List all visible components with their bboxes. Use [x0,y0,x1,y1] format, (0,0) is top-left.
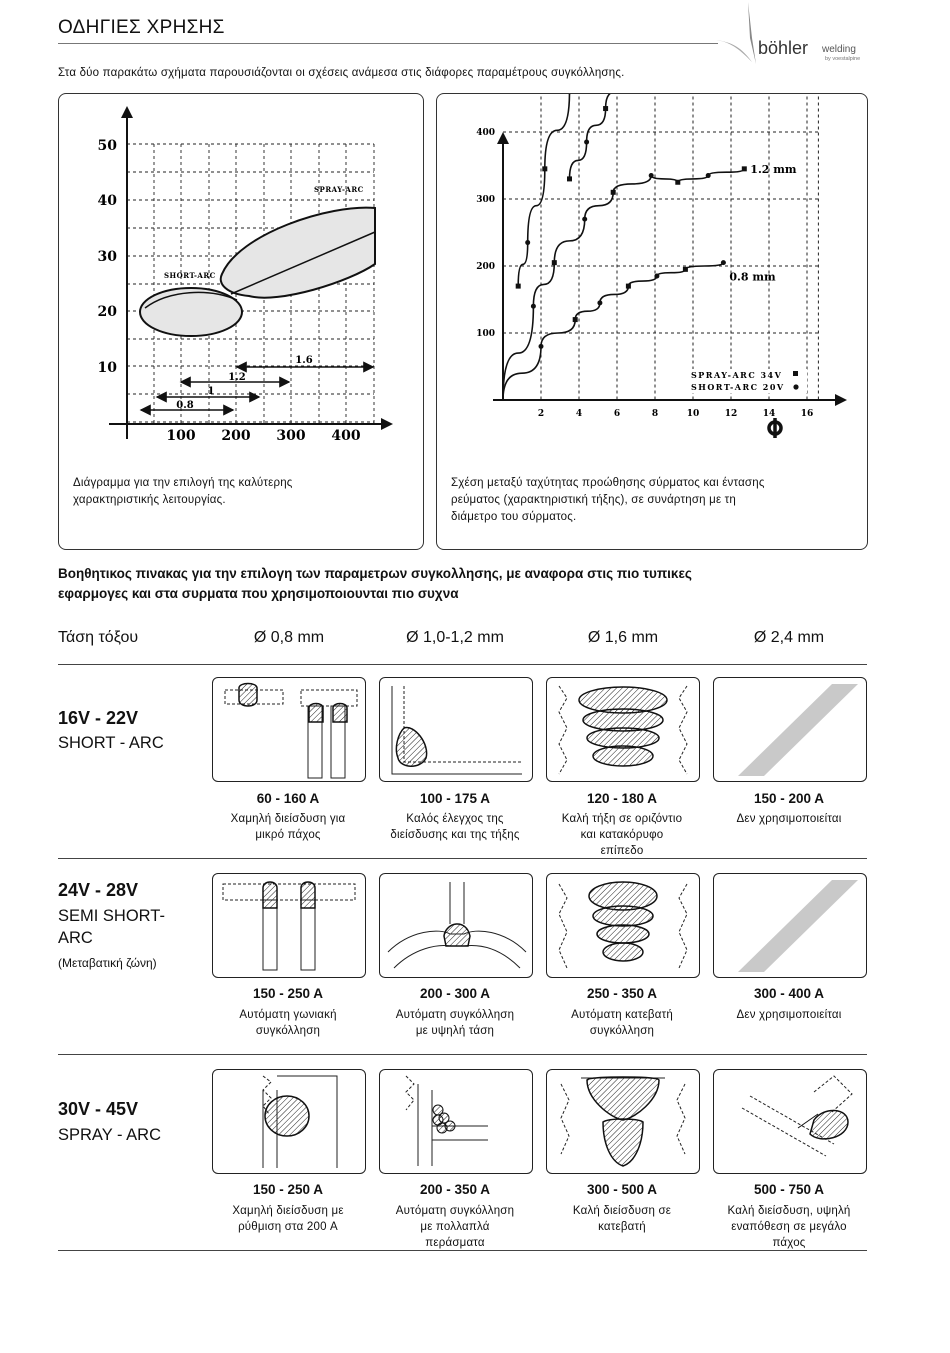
cell-amp: 250 - 350 A [586,986,658,1001]
data-point [597,300,602,305]
brand-suffix: welding [822,44,856,55]
table-rule [58,858,867,859]
col-header-1-0-1-2: Ø 1,0-1,2 mm [406,629,504,646]
right-grid [503,94,818,400]
col-header-2-4: Ø 2,4 mm [753,629,825,646]
data-point [542,166,547,171]
page-title: ΟΔΗΓΙΕΣ ΧΡΗΣΗΣ [58,17,225,38]
data-point [531,304,536,309]
x-tick-label: 14 [762,409,776,419]
weld-cell-semi-1-6 [546,873,700,978]
data-point [611,190,616,195]
caption-line: Διάγραμμα για την επιλογή της καλύτερης [73,477,293,489]
cell-amp: 200 - 300 A [419,986,491,1001]
series-line [570,94,694,179]
weld-cell-spray-0-8 [212,1069,366,1174]
cell-desc: Καλή διείσδυση σε κατεβατή [572,1205,672,1233]
col-header-0-8: Ø 0,8 mm [253,629,325,646]
data-point [742,166,747,171]
melting-characteristic-chart [437,94,867,454]
cell-amp: 100 - 175 A [419,791,491,806]
diameter-symbol-icon [769,418,781,438]
series-label: 0.8 mm [729,270,776,284]
row-voltage: 16V - 22V [58,708,139,728]
data-point [573,317,578,322]
wire-label: 1 [207,386,215,397]
short-arc-label: SHORT-ARC [164,271,216,280]
caption-line: Σχέση μεταξύ ταχύτητας προώθησης σύρματος και έντασης [451,477,765,489]
brand-logo [712,2,872,64]
legend-square-marker [793,371,798,376]
right-chart-panel [436,93,868,550]
data-point [626,284,631,289]
cell-amp: 300 - 500 A [586,1182,658,1197]
y-tick-label: 300 [476,195,495,205]
legend-spray: SPRAY-ARC 34V [691,370,783,380]
caption-line: διάμετρο του σύρματος. [451,511,577,523]
brand-tagline: by voestalpine [825,56,861,62]
not-used-slash-icon [738,684,858,776]
caption-line: χαρακτηριστικής λειτουργίας. [73,494,226,506]
not-used-slash-icon [738,880,858,972]
cell-desc: Αυτόματη συγκόλληση με υψηλή τάση [395,1009,515,1037]
x-tick-label: 8 [651,409,659,419]
cell-desc: Καλός έλεγχος της διείσδυσης και της τήξης [390,813,520,841]
short-arc-region [140,288,242,336]
cell-desc: Καλή τήξη σε οριζόντιο και κατακόρυφο επίπεδο [561,813,683,857]
legend-short: SHORT-ARC 20V [691,382,785,392]
brand-name: böhler [758,38,809,58]
data-point [584,140,589,145]
left-y-tick: 20 [97,304,117,320]
weld-cell-spray-1-6 [546,1069,700,1174]
row-voltage: 24V - 28V [58,880,139,900]
cell-amp: 120 - 180 A [586,791,658,806]
spray-arc-label: SPRAY-ARC [314,185,364,194]
intro-text: Στα δύο παρακάτω σχήματα παρουσιάζονται οι σχέσεις ανάμεσα στις διάφορες παραμέτρους συγκόλλησης. [58,67,625,79]
caption-line: ρεύματος (χαρακτηριστική τήξης), σε συνάρτηση με τη [451,494,737,506]
weld-cell-short-1-6 [546,677,700,782]
legend-circle-marker [793,384,798,389]
left-x-tick: 100 [166,428,196,444]
left-y-tick: 10 [97,360,117,376]
left-x-tick: 300 [276,428,306,444]
right-chart-caption [451,475,851,526]
cell-desc: Δεν χρησιμοποιείται [736,1009,842,1021]
data-point [567,176,572,181]
cell-amp: 200 - 350 A [419,1182,491,1197]
col-header-1-6: Ø 1,6 mm [587,629,659,646]
weld-cell-short-2-4 [713,677,867,782]
cell-amp: 300 - 400 A [753,986,825,1001]
wire-label: 0.8 [176,400,194,411]
col-header-voltage: Τάση τόξου [58,629,139,646]
arc-mode-diagram [59,94,423,454]
y-tick-label: 200 [476,262,495,272]
cell-desc: Χαμηλή διείσδυση για μικρό πάχος [230,813,346,841]
heading-line: Βοηθητικος πινακας για την επιλογη των παραμετρων συγκολλησης, με αναφορα στις πιο τυπικες [58,566,692,581]
table-rule [58,664,867,665]
data-point [675,180,680,185]
table-heading [58,564,858,604]
row-zone: (Μεταβατική ζώνη) [58,956,157,970]
x-tick-label: 4 [575,409,583,419]
data-point [654,274,659,279]
data-point [683,267,688,272]
data-point [539,344,544,349]
data-point [552,260,557,265]
x-tick-label: 16 [800,409,814,419]
left-chart-panel [58,93,424,550]
cell-amp: 150 - 250 A [252,986,324,1001]
cell-desc: Αυτόματη γωνιακή συγκόλληση [239,1009,337,1037]
cell-desc: Καλή διείσδυση, υψηλή εναπόθεση σε μεγάλο πάχος [727,1205,851,1249]
left-y-tick: 30 [97,249,117,265]
cell-amp: 150 - 200 A [753,791,825,806]
wire-label: 1.6 [295,355,313,366]
data-point [525,240,530,245]
title-rule [58,43,718,44]
cell-amp: 500 - 750 A [753,1182,825,1197]
x-tick-label: 12 [724,409,738,419]
row-mode: SHORT - ARC [58,734,164,752]
cell-desc: Αυτόματη συγκόλληση με πολλαπλά περάσματα [395,1205,515,1249]
left-chart-caption [73,475,403,509]
wire-label: 1.2 [228,372,246,383]
row-mode: SPRAY - ARC [58,1126,162,1144]
x-tick-label: 10 [686,409,700,419]
data-point [603,106,608,111]
x-tick-label: 2 [537,409,545,419]
weld-cell-spray-2-4 [713,1069,867,1174]
data-point [649,173,654,178]
weld-cell-semi-2-4 [713,873,867,978]
data-point [721,260,726,265]
data-point [706,173,711,178]
weld-cell-short-1-0-1-2 [379,677,533,782]
series-label: 1.2 mm [750,162,797,176]
cell-desc: Χαμηλή διείσδυση με ρύθμιση στα 200 A [232,1205,344,1233]
weld-cell-semi-0-8 [212,873,366,978]
cell-amp: 150 - 250 A [252,1182,324,1197]
left-x-tick: 400 [331,428,361,444]
cell-desc: Αυτόματη κατεβατή συγκόλληση [571,1009,673,1037]
y-tick-label: 100 [476,329,495,339]
weld-cell-semi-1-0-1-2 [379,873,533,978]
cell-amp: 60 - 160 A [256,791,320,806]
row-voltage: 30V - 45V [58,1099,139,1119]
weld-cell-short-0-8 [212,677,366,782]
cell-desc: Δεν χρησιμοποιείται [736,813,842,825]
table-rule [58,1054,867,1055]
weld-cell-spray-1-0-1-2 [379,1069,533,1174]
heading-line: εφαρμογες και στα συρματα που χρησιμοποιουνται πιο συχνα [58,586,459,601]
data-point [516,284,521,289]
row-mode: SEMI SHORT-ARC [58,907,165,947]
x-tick-label: 6 [613,409,621,419]
left-x-tick: 200 [221,428,251,444]
left-y-tick: 40 [97,193,117,209]
data-point [582,217,587,222]
y-tick-label: 400 [476,128,495,138]
left-y-tick: 50 [97,138,117,154]
